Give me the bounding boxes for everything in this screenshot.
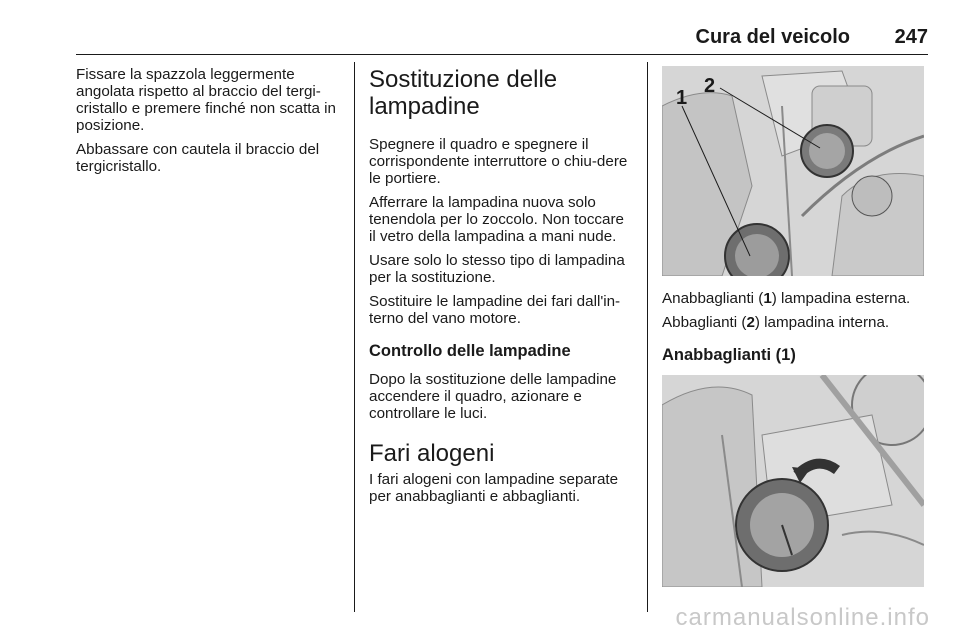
paragraph: Usare solo lo stesso tipo di lampadina per la sostituzione. <box>369 252 625 286</box>
column-1 <box>76 66 342 182</box>
section-heading: Fari alogeni <box>369 440 495 467</box>
subsection-heading: Anabbaglianti (1) <box>662 346 796 364</box>
watermark: carmanualsonline.info <box>675 604 930 631</box>
paragraph: Dopo la sostituzione delle lampadine accendere il quadro, azionare e controllare le luci. <box>369 371 617 422</box>
column-2 <box>369 66 634 512</box>
paragraph: I fari alogeni con lampadine separate per anabbaglianti e abbaglianti. <box>369 471 619 505</box>
subsection-heading: Controllo delle lampadine <box>369 342 571 360</box>
callout-label: 1 <box>676 87 688 109</box>
page-header-title: Cura del veicolo <box>695 26 850 48</box>
engine-bay-illustration <box>662 66 924 276</box>
callout-label: 2 <box>704 75 716 97</box>
engine-bay-headlamp-figure <box>662 66 924 276</box>
section-heading: Sostituzione delle lampadine <box>369 66 558 120</box>
figure-caption: Abbaglianti (2) lampadina interna. <box>662 314 890 331</box>
paragraph: Abbassare con cautela il braccio del tergicristallo. <box>76 141 320 175</box>
column-3 <box>662 66 932 587</box>
column-divider-left <box>354 62 355 612</box>
header-rule <box>76 54 928 55</box>
paragraph: Fissare la spazzola leggermente angolata rispetto al braccio del tergi-cristallo e premere finché non scatta in posizione. <box>76 66 337 134</box>
paragraph: Afferrare la lampadina nuova solo tenendola per lo zoccolo. Non toccare il vetro della lampadina a mani nude. <box>369 194 624 245</box>
paragraph: Spegnere il quadro e spegnere il corrispondente interruttore o chiu-dere le portiere. <box>369 136 628 187</box>
paragraph: Sostituire le lampadine dei fari dall'in-terno del vano motore. <box>369 293 621 327</box>
figure-caption: Anabbaglianti (1) lampadina esterna. <box>662 290 911 307</box>
column-divider-right <box>647 62 648 612</box>
low-beam-illustration <box>662 375 924 587</box>
low-beam-bulb-figure <box>662 375 924 587</box>
page-number: 247 <box>894 26 928 48</box>
